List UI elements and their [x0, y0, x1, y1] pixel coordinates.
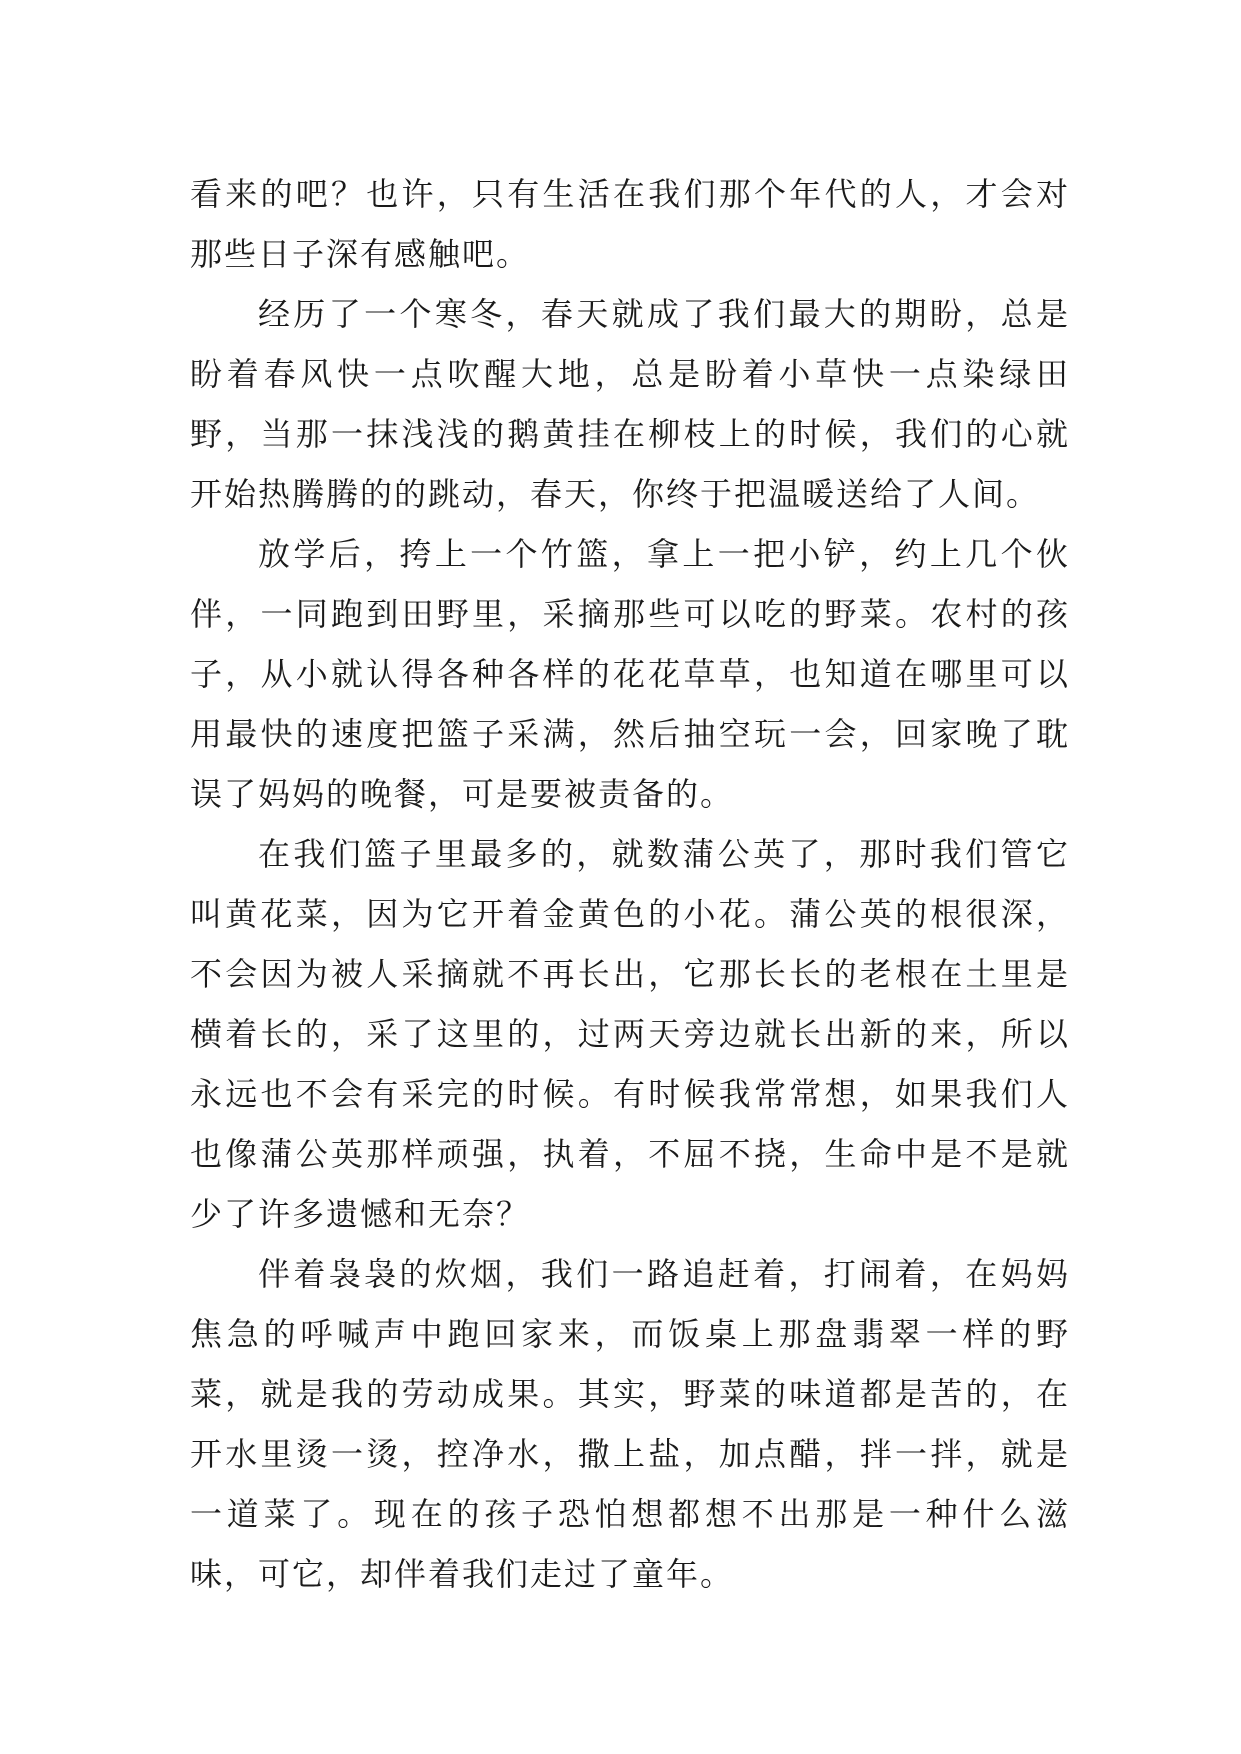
- document-body: [190, 164, 1070, 1604]
- paragraph-4: 在我们篮子里最多的，就数蒲公英了，那时我们管它叫黄花菜，因为它开着金黄色的小花。蒲公英的根很深，不会因为被人采摘就不再长出，它那长长的老根在土里是横着长的，采了这里的，过两天旁边就长出新的来，所以永远也不会有采完的时候。有时候我常常想，如果我们人也像蒲公英那样顽强，执着，不屈不挠，生命中是不是就少了许多遗憾和无奈？: [190, 835, 1070, 1233]
- paragraph-2: 经历了一个寒冬，春天就成了我们最大的期盼，总是盼着春风快一点吹醒大地，总是盼着小草快一点染绿田野，当那一抹浅浅的鹅黄挂在柳枝上的时候，我们的心就开始热腾腾的的跳动，春天，你终于把温暖送给了人间。: [190, 295, 1070, 513]
- paragraph-1: 看来的吧？也许，只有生活在我们那个年代的人，才会对那些日子深有感触吧。: [190, 175, 1070, 273]
- paragraph-3: 放学后，挎上一个竹篮，拿上一把小铲，约上几个伙伴，一同跑到田野里，采摘那些可以吃的野菜。农村的孩子，从小就认得各种各样的花花草草，也知道在哪里可以用最快的速度把篮子采满，然后抽空玩一会，回家晚了耽误了妈妈的晚餐，可是要被责备的。: [190, 535, 1070, 813]
- paragraph-5: 伴着袅袅的炊烟，我们一路追赶着，打闹着，在妈妈焦急的呼喊声中跑回家来，而饭桌上那盘翡翠一样的野菜，就是我的劳动成果。其实，野菜的味道都是苦的，在开水里烫一烫，控净水，撒上盐，加点醋，拌一拌，就是一道菜了。现在的孩子恐怕想都想不出那是一种什么滋味，可它，却伴着我们走过了童年。: [190, 1255, 1070, 1593]
